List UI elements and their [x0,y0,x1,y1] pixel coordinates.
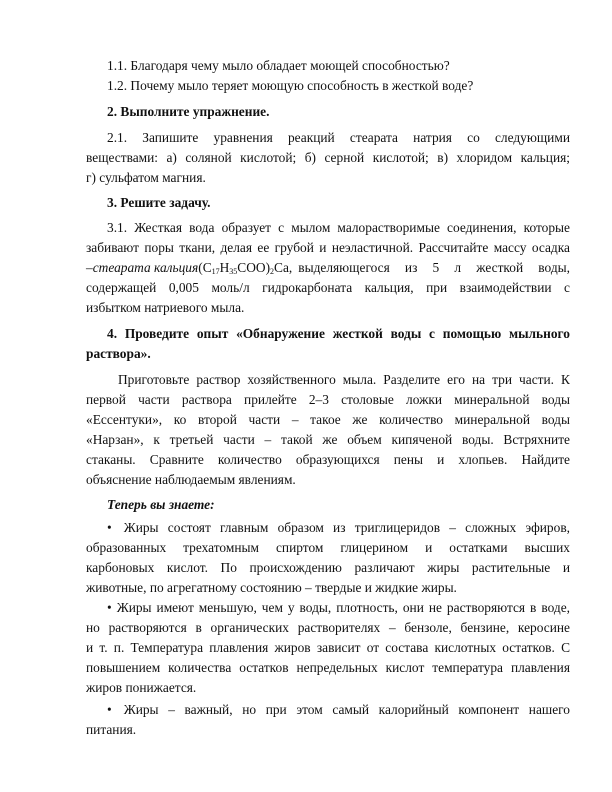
section-4-line: «Нарзан», к третьей части – такой же объем кипяченой воды. Встряхните [86,432,570,447]
section-4-line: объяснение наблюдаемым явлениям. [86,472,296,487]
bullet: • [107,702,112,717]
section-2-line: г) сульфатом магния. [86,170,206,185]
fact-line: животные, по агрегатному состоянию – твердые и жидкие жиры. [86,580,457,595]
section-3-line: содержащей 0,005 моль/л гидрокарбоната кальция, при взаимодействии с [86,280,570,295]
section-4-line: первой части раствора прилейте 2–3 столовые ложки минеральной воды [86,392,570,407]
question-1-1: 1.1. Благодаря чему мыло обладает моющей способностью? [107,58,450,73]
fact-line: и т. п. Температура плавления жиров зависит от состава кислотных остатков. С [86,640,570,655]
section-4-line: Приготовьте раствор хозяйственного мыла. Разделите его на три части. К [118,372,570,387]
section-3-line: 3.1. Жесткая вода образует с мылом малорастворимые соединения, которые [107,220,570,235]
fact-bullet-2: • Жиры имеют меньшую, чем у воды, плотность, они не растворяются в воде, [107,598,570,619]
fact-line: образованных трехатомным спиртом глицерином и остатками высших [86,540,570,555]
fact-bullet-1: • Жиры состоят главным образом из триглицеридов – сложных эфиров, [107,518,570,539]
section-4-line: стаканы. Сравните количество образующихся пены и хлопьев. Найдите [86,452,570,467]
question-1-2: 1.2. Почему мыло теряет моющую способность в жесткой воде? [107,78,474,93]
section-3-title: 3. Решите задачу. [107,195,211,210]
section-4-line: «Ессентуки», ко второй части – такое же количество минеральной воды [86,412,570,427]
bullet: • [107,520,112,535]
fact-line: повышением количества остатков непредельных кислот температура плавления [86,660,570,675]
section-3-line: избытком натриевого мыла. [86,300,245,315]
section-2-title: 2. Выполните упражнение. [107,104,270,119]
section-4-title: 4. Проведите опыт «Обнаружение жесткой воды с помощью мыльного [107,326,570,341]
section-3-line: забивают поры ткани, делая ее грубой и неэластичной. Рассчитайте массу осадка [86,240,570,255]
fact-bullet-3: • Жиры – важный, но при этом самый калорийный компонент нашего [107,700,570,721]
fact-line: питания. [86,722,137,737]
fact-line: карбоновых кислот. По происхождению различают жиры растительные и [86,560,570,575]
section-4-title-cont: раствора». [86,346,151,361]
section-2-line: 2.1. Запишите уравнения реакций стеарата натрия со следующими [107,130,570,145]
chemical-formula: $(C_{17}H_{35}COO)_2Ca$, [198,260,293,276]
section-2-line: веществами: а) соляной кислотой; б) серной кислотой; в) хлоридом кальция; [86,150,570,165]
bullet: • [107,600,112,615]
facts-title: Теперь вы знаете: [107,497,215,512]
fact-line: жиров понижается. [86,680,197,695]
dash: – [86,260,93,275]
calcium-stearate-term: стеарата кальция [92,260,199,275]
fact-line: но растворяются в органических растворителях – бензоле, бензине, керосине [86,620,570,635]
section-3-formula-line [86,258,570,279]
formula-line-rest: выделяющегося из 5 л жесткой воды, [298,260,570,275]
